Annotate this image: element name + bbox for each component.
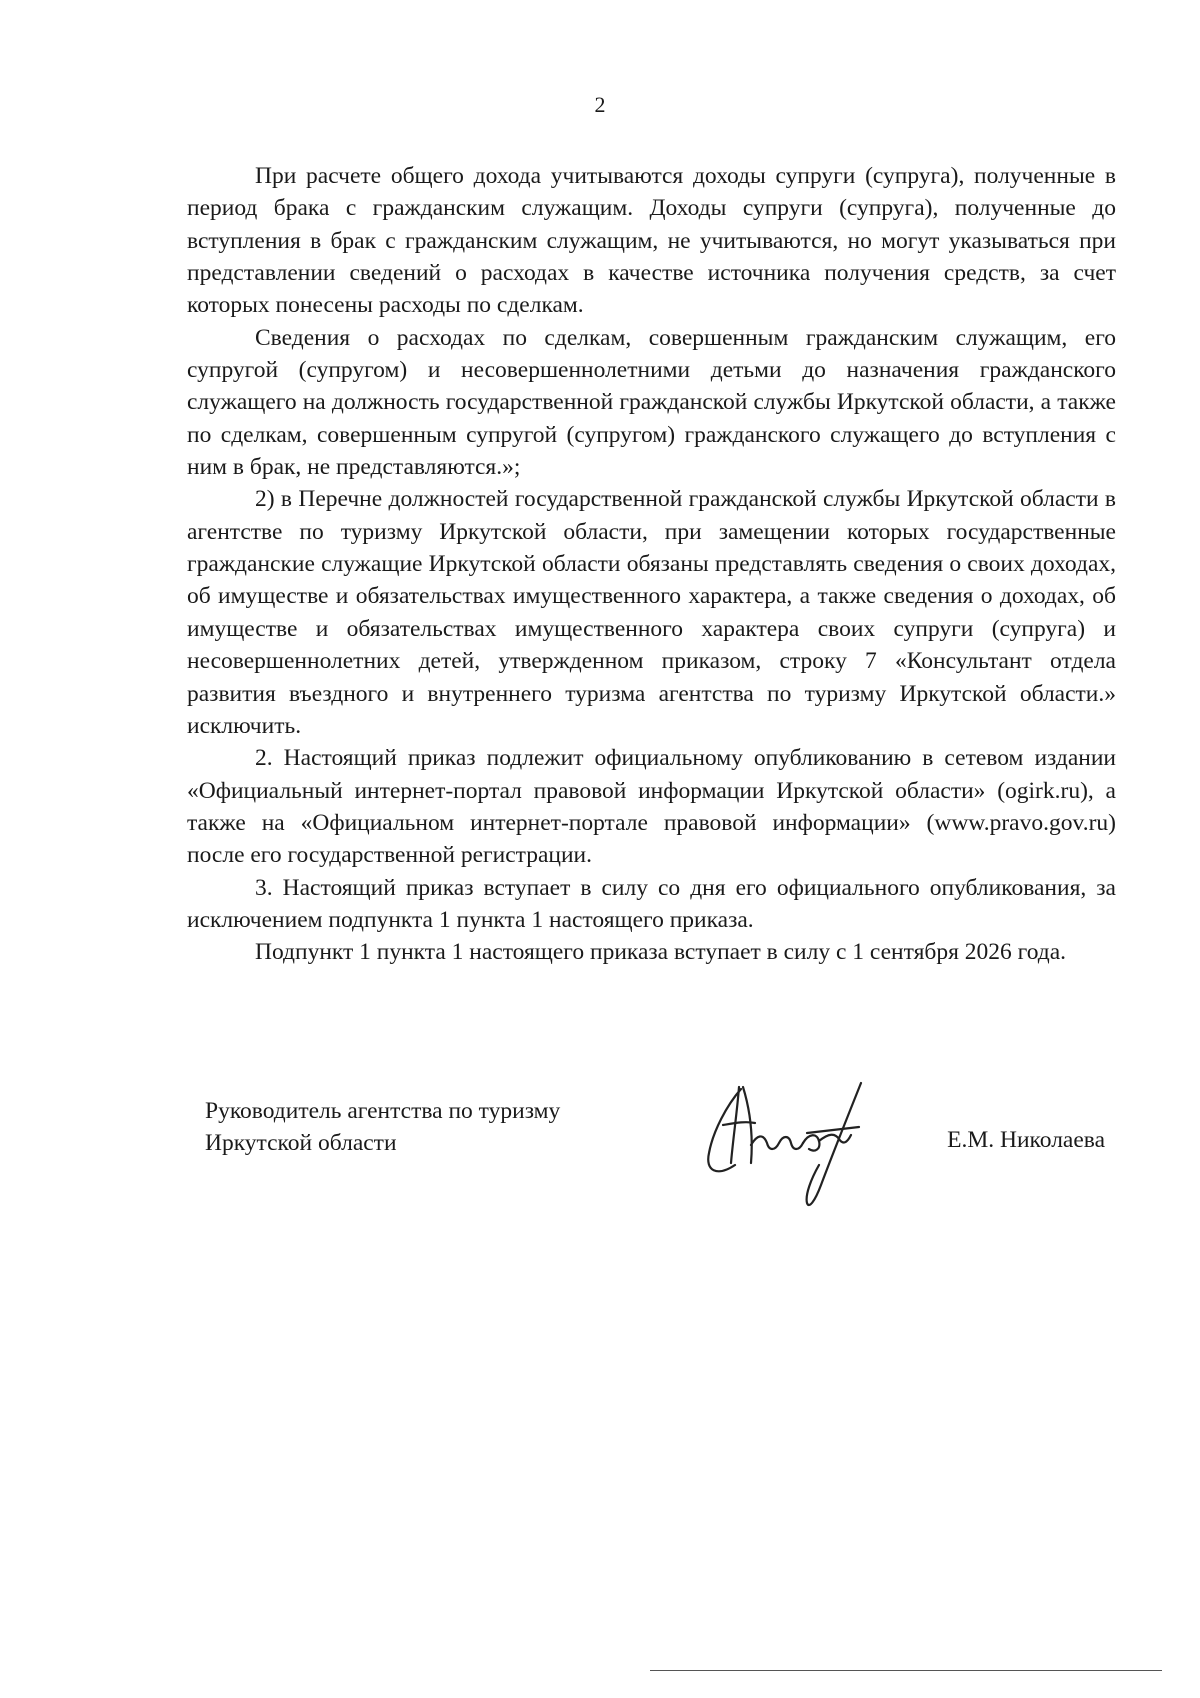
signer-title [205,1095,645,1159]
footer-divider [650,1670,1162,1671]
paragraph-income-calculation: При расчете общего дохода учитываются доходы супруги (супруга), полученные в период брака с гражданским служащим. Доходы супруги (супруга), полученные до вступления в брак с гражданским служащим, не учитываются, но могут указываться при представлении сведений о расходах в качестве источника получения средств, за счет которых понесены расходы по сделкам. [187,163,1116,319]
signer-name: Е.М. Николаева [947,1127,1105,1153]
paragraph-expenses-info: Сведения о расходах по сделкам, совершенным гражданским служащим, его супругой (супругом) и несовершеннолетними детьми до назначения гражданского служащего на должность государственной гражданской службы Иркутской области, а также по сделкам, совершенным супругой (супругом) гражданского служащего до вступления с ним в брак, не представляются.»; [187,324,1116,481]
handwritten-signature-icon [683,1073,883,1223]
document-body [187,160,1116,969]
signer-title-line-1: Руководитель агентства по туризму [205,1098,561,1124]
paragraph-entry-into-force: 3. Настоящий приказ вступает в силу со дня его официального опубликования, за исключением подпункта 1 пункта 1 настоящего приказа. [187,874,1116,933]
signature-block [205,1095,1115,1235]
paragraph-publication: 2. Настоящий приказ подлежит официальному опубликованию в сетевом издании «Официальный интернет-портал правовой информации Иркутской области» (ogirk.ru), а также на «Официальном интернет-портале правовой информации» (www.pravo.gov.ru) после его государственной регистрации. [187,745,1116,869]
paragraph-subparagraph-date: Подпункт 1 пункта 1 настоящего приказа вступает в силу с 1 сентября 2026 года. [255,939,1067,966]
signer-title-line-2: Иркутской области [205,1130,397,1156]
page-number: 2 [594,92,606,117]
paragraph-positions-list: 2) в Перечне должностей государственной гражданской службы Иркутской области в агентстве по туризму Иркутской области, при замещении которых государственные гражданские служащие Иркутской области обязаны представлять сведения о своих доходах, об имуществе и обязательствах имущественного характера, а также сведения о доходах, об имуществе и обязательствах имущественного характера своих супруги (супруга) и несовершеннолетних детей, утвержденном приказом, строку 7 «Консультант отдела развития въездного и внутреннего туризма агентства по туризму Иркутской области.» исключить. [187,486,1116,739]
